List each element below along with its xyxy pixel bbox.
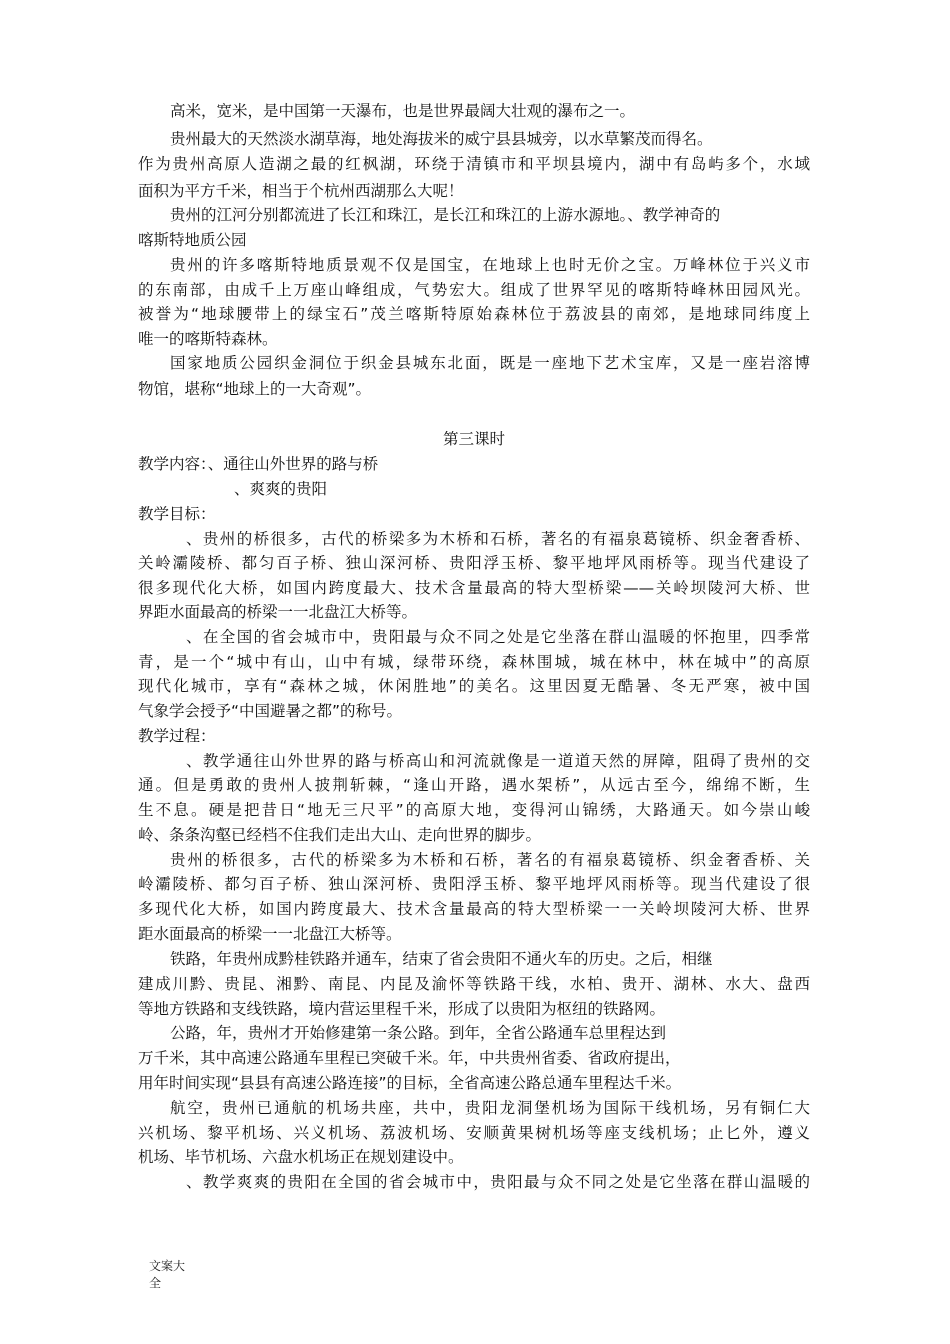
text-line: 机场、毕节机场、六盘水机场正在规划建设中。 [138, 1148, 464, 1166]
text-line: 用年时间实现“县县有高速公路连接”的目标，全省高速公路总通车里程达千米。 [138, 1074, 682, 1092]
text-line: 面积为平方千米，相当于个杭州西湖那么大呢！ [138, 182, 464, 200]
text-line: 兴机场、黎平机场、兴义机场、荔波机场、安顺黄果树机场等座支线机场；止匕外，遵义 [138, 1124, 810, 1142]
text-line: 公路，年，贵州才开始修建第一条公路。到年，全省公路通车总里程达到 [170, 1024, 667, 1042]
text-line: 喀斯特地质公园 [138, 231, 247, 249]
text-line: 多现代化大桥，如国内跨度最大、技术含量最高的特大型桥梁一一关岭坝陵河大桥、世界 [138, 900, 810, 918]
text-line: 岭灞陵桥、都匀百子桥、独山深河桥、贵阳浮玉桥、黎平地坪风雨桥等。现当代建设了很 [138, 875, 810, 893]
text-line: 物馆，堪称“地球上的一大奇观”。 [138, 380, 372, 398]
text-line: 建成川黔、贵昆、湘黔、南昆、内昆及渝怀等铁路干线，水柏、贵开、湖林、水大、盘西 [138, 975, 810, 993]
text-line: 教学过程： [138, 727, 216, 745]
footer-line: 全 [149, 1276, 162, 1290]
text-line: 等地方铁路和支线铁路，境内营运里程千米，形成了以贵阳为枢纽的铁路网。 [138, 1000, 666, 1018]
text-line: 唯一的喀斯特森林。 [138, 330, 278, 348]
text-line: 距水面最高的桥梁一一北盘江大桥等。 [138, 925, 402, 943]
text-line: 贵州的桥很多，古代的桥梁多为木桥和石桥，著名的有福泉葛镜桥、织金奢香桥、关 [170, 851, 810, 869]
text-line: 贵州的江河分别都流进了长江和珠江，是长江和珠江的上游水源地。、教学神奇的 [170, 206, 721, 224]
text-line: 气象学会授予“中国避暑之都”的称号。 [138, 702, 403, 720]
text-line: 教学内容：、通往山外世界的路与桥 [138, 455, 379, 473]
text-line: 、贵州的桥很多，古代的桥梁多为木桥和石桥，著名的有福泉葛镜桥、织金奢香桥、 [186, 530, 810, 548]
text-line: 通。但是勇敢的贵州人披荆斩棘，“逢山开路，遇水架桥”，从远古至今，绵绵不断，生 [138, 776, 810, 794]
text-line: 的东南部，由成千上万座山峰组成，气势宏大。组成了世界罕见的喀斯特峰林田园风光。 [138, 281, 810, 299]
text-line: 铁路，年贵州成黔桂铁路并通车，结束了省会贵阳不通火车的历史。之后，相继 [170, 950, 713, 968]
text-line: 万千米，其中高速公路通车里程已突破千米。年，中共贵州省委、省政府提出， [138, 1049, 681, 1067]
footer-line: 文案大 [149, 1259, 186, 1273]
text-line: 、爽爽的贵阳 [234, 480, 328, 498]
text-line: 很多现代化大桥，如国内跨度最大、技术含量最高的特大型桥梁——关岭坝陵河大桥、世 [138, 579, 810, 597]
text-line: 、教学通往山外世界的路与桥高山和河流就像是一道道天然的屏障，阻碍了贵州的交 [186, 752, 810, 770]
text-line: 、教学爽爽的贵阳在全国的省会城市中，贵阳最与众不同之处是它坐落在群山温暖的 [186, 1173, 810, 1191]
text-line: 生不息。硬是把昔日“地无三尺平”的高原大地，变得河山锦绣，大路通天。如今崇山峻 [138, 801, 810, 819]
text-line: 贵州最大的天然淡水湖草海，地处海拔米的威宁县县城旁，以水草繁茂而得名。 [170, 130, 713, 148]
text-line: 教学目标： [138, 505, 216, 523]
text-line: 作为贵州高原人造湖之最的红枫湖，环绕于清镇市和平坝县境内，湖中有岛屿多个，水域 [138, 155, 810, 173]
text-line: 、在全国的省会城市中，贵阳最与众不同之处是它坐落在群山温暖的怀抱里，四季常 [186, 628, 810, 646]
text-line: 岭、条条沟壑已经档不住我们走出大山、走向世界的脚步。 [138, 826, 542, 844]
text-line: 航空，贵州已通航的机场共座，共中，贵阳龙洞堡机场为国际干线机场，另有铜仁大 [170, 1099, 810, 1117]
page-footer [149, 1258, 185, 1292]
text-line: 高米，宽米，是中国第一天瀑布，也是世界最阔大壮观的瀑布之一。 [170, 102, 636, 120]
text-line: 国家地质公园织金洞位于织金县城东北面，既是一座地下艺术宝库，又是一座岩溶博 [170, 354, 810, 372]
section-heading: 第三课时 [442, 430, 505, 448]
text-line: 现代化城市，享有“森林之城，休闲胜地”的美名。这里因夏无酷暑、冬无严寒，被中国 [138, 677, 810, 695]
text-line: 关岭灞陵桥、都匀百子桥、独山深河桥、贵阳浮玉桥、黎平地坪风雨桥等。现当代建设了 [138, 554, 810, 572]
text-line: 界距水面最高的桥梁一一北盘江大桥等。 [138, 603, 418, 621]
text-line: 青，是一个“城中有山，山中有城，绿带环绕，森林围城，城在林中，林在城中”的高原 [138, 653, 810, 671]
text-line: 被誉为“地球腰带上的绿宝石”茂兰喀斯特原始森林位于荔波县的南郊，是地球同纬度上 [138, 305, 810, 323]
text-line: 贵州的许多喀斯特地质景观不仅是国宝，在地球上也时无价之宝。万峰林位于兴义市 [170, 256, 810, 274]
